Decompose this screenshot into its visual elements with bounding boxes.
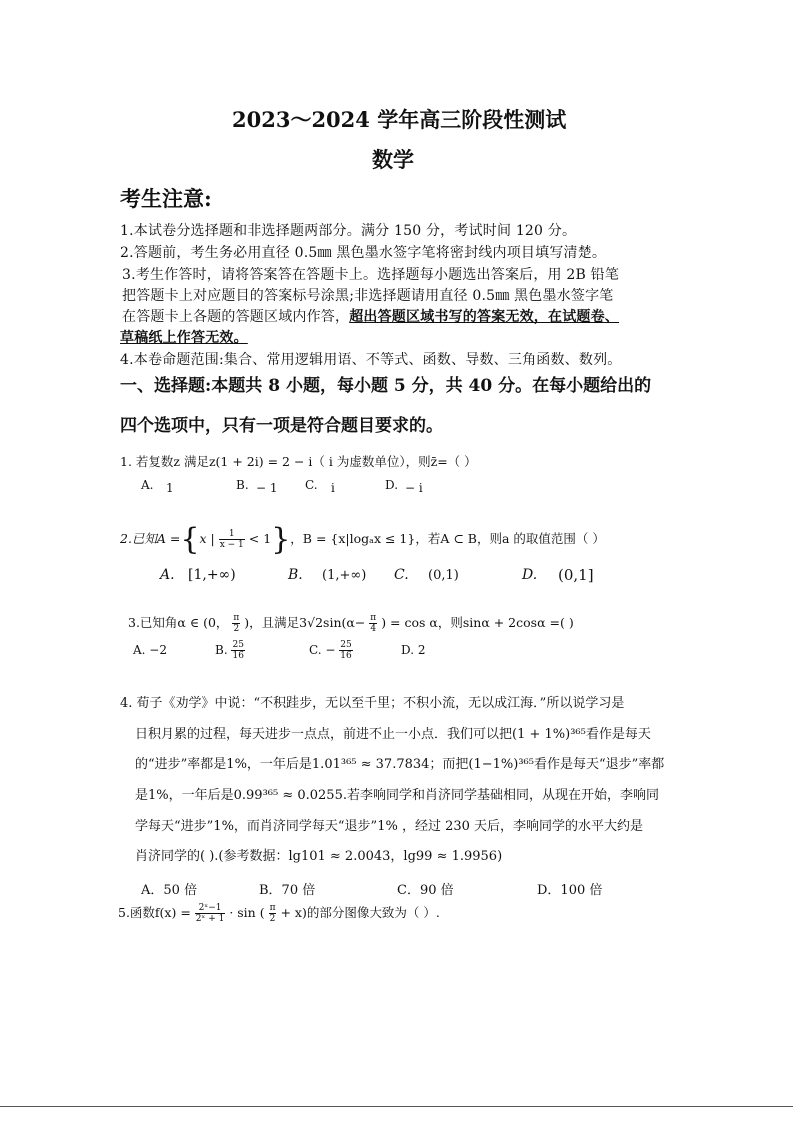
question-4-option-c: C．90 倍	[397, 883, 454, 898]
notice-item-4: 4.本卷命题范围:集合、常用逻辑用语、不等式、函数、导数、三角函数、数列。	[120, 352, 622, 368]
notice-item-3: 3.考生作答时，请将答案答在答题卡上。选择题每小题选出答案后，用 2B 铅笔	[122, 267, 620, 283]
question-2-option-c-value: (0,1)	[428, 568, 459, 583]
question-4-line-5: 学每天“进步”1%，而肖济同学每天“退步”1% ，经过 230 天后，李响同学的水平大约是	[135, 819, 644, 834]
fraction-denominator: 2ˣ + 1	[195, 914, 225, 924]
question-3-option-b-fraction	[231, 640, 244, 661]
question-3-option-b	[215, 640, 245, 661]
question-3-option-c-label: C. −	[309, 643, 336, 657]
question-3-stem-b: )，且满足3√2sin(α−	[244, 615, 366, 630]
question-4-line-1: 4. 荀子《劝学》中说：“不积跬步，无以至千里；不积小流，无以成江海．”所以说学习是	[120, 696, 625, 711]
pi-symbol: π	[233, 613, 240, 623]
subject-title: 数学	[372, 147, 414, 172]
question-3-option-c	[309, 640, 353, 661]
question-1-option-a-value: 1	[166, 481, 174, 495]
question-3-option-d: D. 2	[401, 643, 426, 657]
question-1-option-c-label: C.	[305, 478, 318, 492]
notice-emphasis: 超出答题区域书写的答案无效，在试题卷、	[349, 309, 620, 325]
notice-item-2: 2.答题前，考生务必用直径 0.5㎜ 黑色墨水签字笔将密封线内项目填写清楚。	[120, 245, 607, 261]
denominator-4: 4	[370, 624, 377, 634]
question-4-line-4: 是1%，一年后是0.99³⁶⁵ ≈ 0.0255.若李响同学和肖济同学基础相同，从现在开始，李响同	[135, 788, 659, 803]
set-b-definition: ，B = {x|logₐx ≤ 1}，若A ⊂ B，则a 的取值范围（ ）	[290, 531, 605, 546]
question-5-fraction	[195, 903, 226, 924]
notice-item-1: 1.本试卷分选择题和非选择题两部分。满分 150 分，考试时间 120 分。	[120, 223, 577, 239]
set-a-close-brace: }	[271, 522, 291, 557]
question-3-stem-c: ) = cos α，则sinα + 2cosα =( )	[381, 615, 574, 630]
question-2-stem	[120, 522, 605, 557]
section-heading-line-1: 一、选择题:本题共 8 小题，每小题 5 分，共 40 分。在每小题给出的	[120, 376, 652, 396]
set-a-open-brace: {	[180, 522, 200, 557]
denominator-2: 2	[233, 624, 240, 634]
question-2-option-b-label: B.	[288, 567, 303, 583]
question-3-option-b-label: B.	[215, 643, 228, 657]
question-2-fraction	[219, 529, 245, 550]
fraction-numerator: 1	[219, 529, 245, 540]
question-2-option-c-label: C.	[394, 567, 409, 583]
fraction-denominator: 16	[340, 651, 352, 661]
question-1-option-b-label: B.	[236, 478, 249, 492]
question-1-option-d-label: D.	[385, 478, 399, 492]
question-4-line-6: 肖济同学的( ).(参考数据：lg101 ≈ 2.0043，lg99 ≈ 1.9956)	[135, 849, 503, 864]
question-2-option-a-label: A.	[160, 567, 175, 583]
question-4-line-2: 日积月累的过程，每天进步一点点，前进不止一小点．我们可以把(1 + 1%)³⁶⁵看作是每天	[135, 727, 651, 742]
question-3-stem-a: 3.已知角α ∈ (0，	[128, 615, 229, 630]
question-5-stem	[118, 903, 440, 924]
fraction-numerator: 25	[232, 640, 244, 650]
fraction-numerator: 2ˣ−1	[195, 903, 226, 914]
question-5-stem-b: · sin (	[229, 905, 265, 920]
notice-heading: 考生注意:	[120, 186, 212, 211]
set-a-condition: < 1	[248, 531, 272, 546]
page-bottom-divider	[0, 1106, 793, 1107]
question-2-prefix: 2.已知A =	[120, 531, 181, 546]
question-2-option-b-value: (1,+∞)	[322, 568, 367, 583]
question-3-option-c-fraction	[339, 640, 352, 661]
pi-symbol: π	[370, 613, 377, 623]
set-a-var: x |	[199, 531, 215, 546]
fraction-denominator: x − 1	[219, 540, 244, 550]
question-3-stem	[128, 613, 574, 634]
notice-emphasis-2: 草稿纸上作答无效。	[120, 330, 248, 346]
pi-symbol: π	[269, 903, 276, 913]
denominator-2: 2	[269, 914, 276, 924]
notice-item-3-cont2	[122, 306, 619, 326]
notice-normal-text: 在答题卡上各题的答题区域内作答，	[122, 309, 350, 325]
question-2-option-d-value: (0,1]	[558, 566, 594, 584]
question-1-option-d-value: − i	[405, 481, 423, 495]
question-3-pi-over-4	[369, 613, 377, 634]
exam-title: 2023～2024 学年高三阶段性测试	[232, 107, 567, 132]
question-3-pi-over-2	[232, 613, 240, 634]
question-4-option-a: A．50 倍	[141, 883, 198, 898]
question-2-option-d-label: D.	[522, 567, 538, 583]
question-4-option-b: B．70 倍	[259, 883, 316, 898]
question-2-option-a-value: [1,+∞)	[188, 567, 236, 583]
question-4-line-3: 的“进步”率都是1%，一年后是1.01³⁶⁵ ≈ 37.7834；而把(1−1%)³⁶⁵看作是每天“退步”率都	[135, 757, 665, 772]
question-3-option-a: A. −2	[133, 643, 167, 657]
question-1-option-b-value: − 1	[256, 481, 278, 495]
notice-item-3-cont: 把答题卡上对应题目的答案标号涂黑;非选择题请用直径 0.5㎜ 黑色墨水签字笔	[122, 288, 614, 304]
section-heading-line-2: 四个选项中，只有一项是符合题目要求的。	[120, 416, 443, 436]
question-5-stem-a: 5.函数f(x) =	[118, 905, 191, 920]
question-4-option-d: D．100 倍	[537, 883, 603, 898]
question-5-stem-c: + x)的部分图像大致为（ ）.	[280, 905, 440, 920]
fraction-numerator: 25	[340, 640, 352, 650]
question-1-option-a-label: A.	[141, 478, 154, 492]
question-5-pi-over-2	[269, 903, 277, 924]
fraction-denominator: 16	[232, 651, 244, 661]
question-1-stem: 1. 若复数z 满足z(1 + 2i) = 2 − i（ i 为虚数单位），则z̄=（ ）	[120, 454, 477, 469]
question-1-option-c-value: i	[331, 481, 335, 495]
